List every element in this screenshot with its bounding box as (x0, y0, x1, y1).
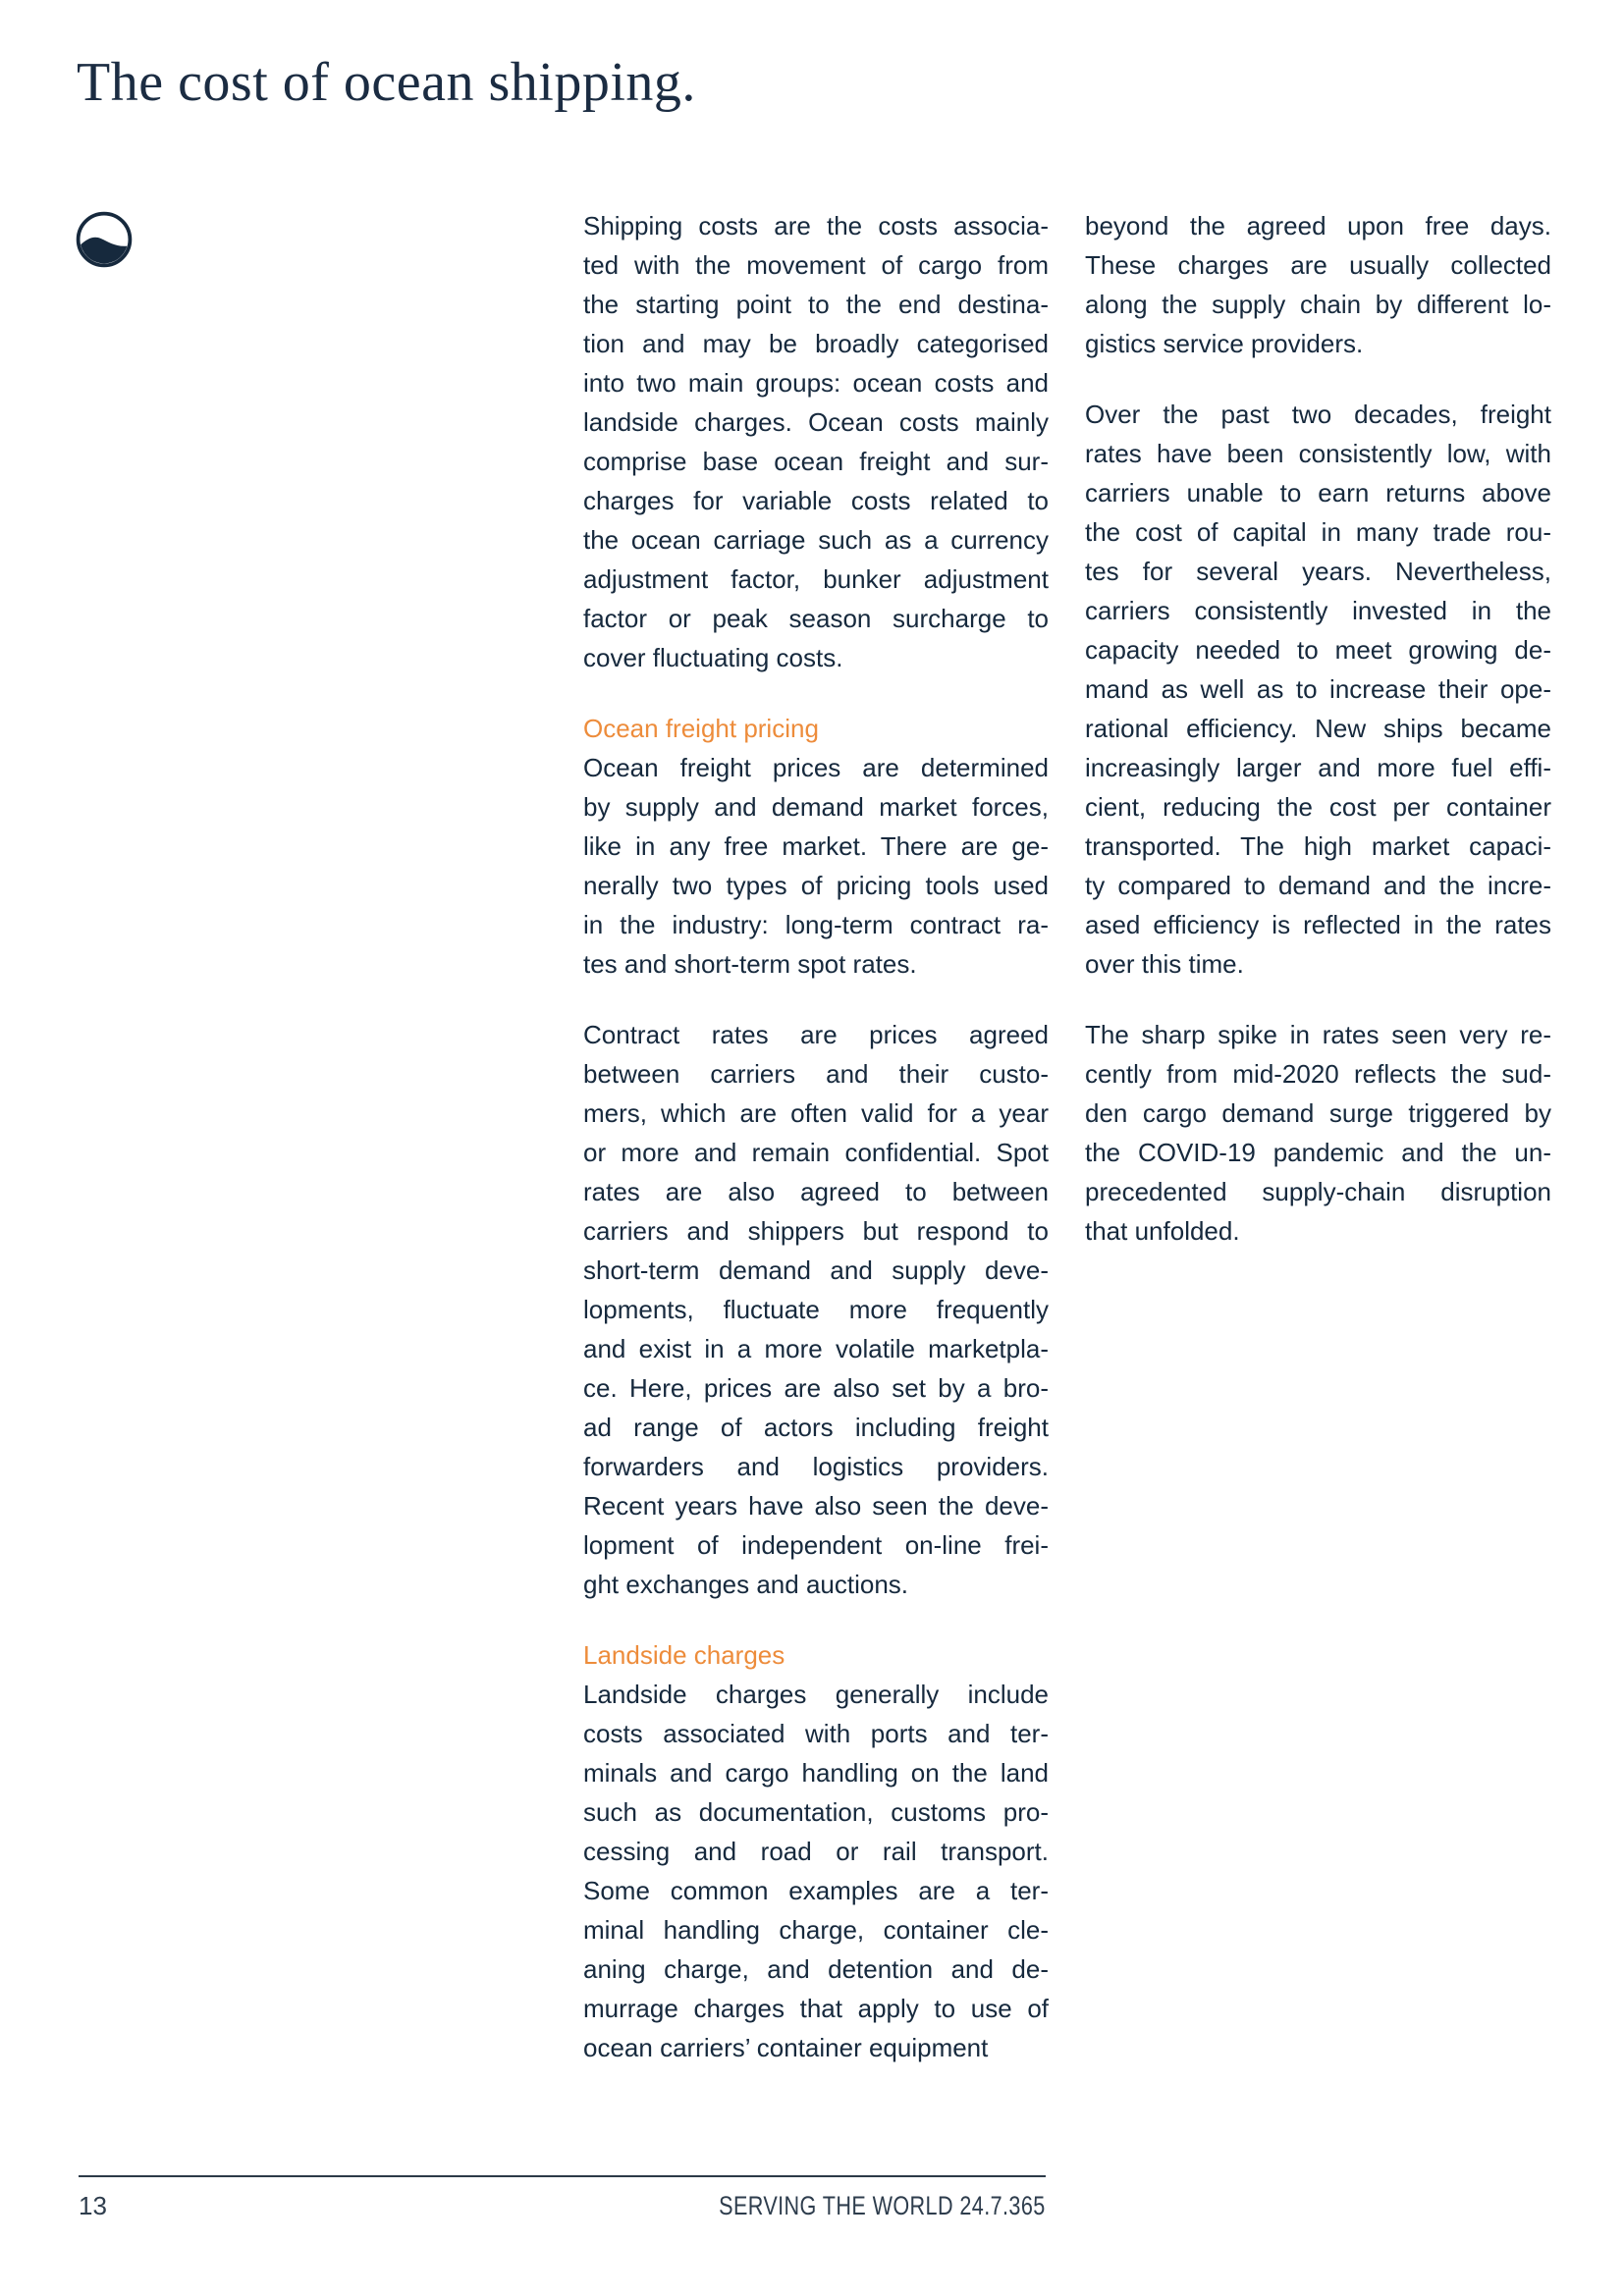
text-line: Ocean freight prices are determined (583, 753, 1049, 782)
text-line: beyond the agreed upon free days. (1085, 211, 1551, 240)
text-line: ted with the movement of cargo from (583, 250, 1049, 280)
text-line: tion and may be broadly categorised (583, 329, 1049, 358)
text-line: short-term demand and supply deve- (583, 1255, 1049, 1285)
text-line: Some common examples are a ter- (583, 1876, 1049, 1905)
text-line: aning charge, and detention and de- (583, 1954, 1049, 1984)
text-line: into two main groups: ocean costs and (583, 368, 1049, 398)
text-line: murrage charges that apply to use of (583, 1994, 1049, 2023)
text-line: carriers consistently invested in the (1085, 596, 1551, 625)
text-line: forwarders and logistics providers. (583, 1452, 1049, 1481)
paragraph (1085, 206, 1551, 363)
text-line: ased efficiency is reflected in the rates (1085, 910, 1551, 939)
text-line: precedented supply-chain disruption (1085, 1177, 1551, 1206)
text-columns (583, 206, 1551, 2099)
section-heading: Ocean freight pricing (583, 714, 819, 743)
text-line: lopment of independent on-line frei- (583, 1530, 1049, 1560)
text-line: carriers unable to earn returns above (1085, 478, 1551, 507)
text-line: such as documentation, customs pro- (583, 1797, 1049, 1827)
text-line: carriers and shippers but respond to (583, 1216, 1049, 1246)
wave-circle-logo-icon (76, 211, 133, 268)
text-line: gistics service providers. (1085, 329, 1364, 358)
text-column-right (1085, 206, 1551, 2099)
text-line: Over the past two decades, freight (1085, 400, 1551, 429)
text-column-left (583, 206, 1049, 2099)
text-line: lopments, fluctuate more frequently (583, 1295, 1049, 1324)
text-line: by supply and demand market forces, (583, 792, 1049, 822)
text-line: between carriers and their custo- (583, 1059, 1049, 1089)
text-line: like in any free market. There are ge- (583, 831, 1049, 861)
text-line: cessing and road or rail transport. (583, 1837, 1049, 1866)
paragraph (583, 1675, 1049, 2067)
paragraph (583, 748, 1049, 984)
text-line: the starting point to the end destina- (583, 290, 1049, 319)
text-line: and exist in a more volatile marketpla- (583, 1334, 1049, 1363)
footer-page-number: 13 (79, 2191, 107, 2220)
text-line: ce. Here, prices are also set by a bro- (583, 1373, 1049, 1403)
text-line: The sharp spike in rates seen very re- (1085, 1020, 1551, 1049)
text-line: landside charges. Ocean costs mainly (583, 407, 1049, 437)
text-line: costs associated with ports and ter- (583, 1719, 1049, 1748)
text-line: Landside charges generally include (583, 1680, 1049, 1709)
text-line: the ocean carriage such as a currency (583, 525, 1049, 555)
footer-divider (79, 2175, 1046, 2177)
text-line: Contract rates are prices agreed (583, 1020, 1049, 1049)
text-line: capacity needed to meet growing de- (1085, 635, 1551, 665)
text-line: den cargo demand surge triggered by (1085, 1098, 1551, 1128)
text-line: increasingly larger and more fuel effi- (1085, 753, 1551, 782)
text-line: the COVID-19 pandemic and the un- (1085, 1138, 1551, 1167)
footer-tagline (637, 2191, 1046, 2220)
text-line: ty compared to demand and the incre- (1085, 871, 1551, 900)
text-line: tes and short-term spot rates. (583, 949, 917, 979)
text-line: nerally two types of pricing tools used (583, 871, 1049, 900)
text-line: in the industry: long-term contract ra- (583, 910, 1049, 939)
text-line: rates are also agreed to between (583, 1177, 1049, 1206)
text-line: the cost of capital in many trade rou- (1085, 517, 1551, 547)
paragraph (583, 1015, 1049, 1604)
text-line: Shipping costs are the costs associa- (583, 211, 1049, 240)
text-line: transported. The high market capaci- (1085, 831, 1551, 861)
text-line: or more and remain confidential. Spot (583, 1138, 1049, 1167)
text-line: tes for several years. Nevertheless, (1085, 557, 1551, 586)
text-line: adjustment factor, bunker adjustment (583, 564, 1049, 594)
text-line: charges for variable costs related to (583, 486, 1049, 515)
footer-tagline-text: SERVING THE WORLD 24.7.365 (719, 2191, 1046, 2220)
section-heading: Landside charges (583, 1640, 785, 1670)
paragraph (583, 206, 1049, 677)
text-line: mand as well as to increase their ope- (1085, 674, 1551, 704)
paragraph (1085, 395, 1551, 984)
page-title: The cost of ocean shipping. (77, 52, 696, 113)
text-line: ad range of actors including freight (583, 1413, 1049, 1442)
text-line: that unfolded. (1085, 1216, 1240, 1246)
text-line: Recent years have also seen the deve- (583, 1491, 1049, 1521)
text-line: ocean carriers’ container equipment (583, 2033, 989, 2062)
text-line: mers, which are often valid for a year (583, 1098, 1049, 1128)
text-line: rational efficiency. New ships became (1085, 714, 1551, 743)
text-line: over this time. (1085, 949, 1244, 979)
text-line: comprise base ocean freight and sur- (583, 447, 1049, 476)
text-line: rates have been consistently low, with (1085, 439, 1551, 468)
paragraph (1085, 1015, 1551, 1251)
text-line: ght exchanges and auctions. (583, 1570, 909, 1599)
text-line: These charges are usually collected (1085, 250, 1551, 280)
text-line: along the supply chain by different lo- (1085, 290, 1551, 319)
text-line: cently from mid-2020 reflects the sud- (1085, 1059, 1551, 1089)
text-line: minals and cargo handling on the land (583, 1758, 1049, 1788)
text-line: minal handling charge, container cle- (583, 1915, 1049, 1945)
text-line: cient, reducing the cost per container (1085, 792, 1551, 822)
text-line: factor or peak season surcharge to (583, 604, 1049, 633)
text-line: cover fluctuating costs. (583, 643, 843, 672)
